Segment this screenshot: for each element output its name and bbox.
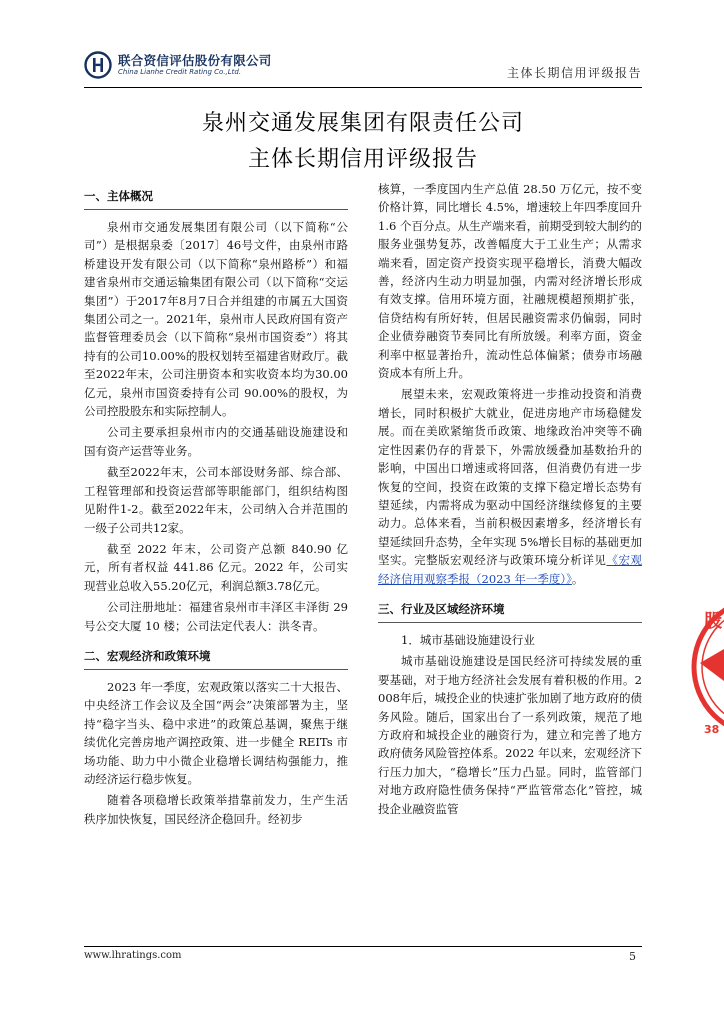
macro-paragraph-2-start: 随着各项稳增长政策举措靠前发力，生产生活秩序加快恢复，国民经济企稳回升。经初步 xyxy=(84,793,348,826)
macro-paragraph-3-end: 。 xyxy=(571,571,584,586)
section-heading-overview: 一、主体概况 xyxy=(84,187,348,210)
macro-report-link[interactable]: 《宏观经济信用观察季报（2023 年一季度）》 xyxy=(378,553,643,586)
page-header xyxy=(84,47,642,87)
subsection-heading-urban-infrastructure: 1．城市基础设施建设行业 xyxy=(401,632,535,647)
overview-paragraph-4: 截至 2022 年末，公司资产总额 840.90 亿元，所有者权益 441.86 亿元。2022 年，公司实现营业总收入55.20亿元，利润总额3.78亿元。 xyxy=(84,541,348,593)
overview-paragraph-3: 截至2022年末，公司本部设财务部、综合部、工程管理部和投资运营部等职能部门，组织结构图见附件1-2。截至2022年末，公司纳入合并范围的一级子公司共12家。 xyxy=(84,465,348,535)
overview-paragraph-1: 泉州市交通发展集团有限公司（以下简称“公司”）是根据泉委〔2017〕46号文件，由泉州市路桥建设开发有限公司（以下简称“泉州路桥”）和福建省泉州市交通运输集团有限公司（以下简称“交运集团”）于2017年8月7日合并组建的市属五大国资集团公司之一。2021年，泉州市人民政府国有资产监督管理委员会（以下简称“泉州市国资委”）将其持有的公司10.00%的股权划转至福建省财政厅。截至2022年末，公司注册资本和实收资本均为30.00亿元，泉州市国资委持有公司 90.00%的股权，为公司控股股东和实际控制人。 xyxy=(84,220,348,419)
left-column xyxy=(84,182,348,831)
svg-text:38: 38 xyxy=(704,723,720,736)
company-logo-name-cn: 联合资信评估股份有限公司 xyxy=(118,53,272,68)
macro-paragraph-3-text: 展望未来，宏观政策将进一步推动投资和消费增长，同时积极扩大就业，促进房地产市场稳健发展。而在美欧紧缩货币政策、地缘政治冲突等不确定性因素仍存的背景下，外需放缓叠加基数抬升的影响，中国出口增速或将回落，但消费仍有进一步恢复的空间，投资在政策的支撑下稳定增长态势有望延续，内需将成为驱动中国经济继续修复的主要动力。总体来看，当前积极因素增多，经济增长有望延续回升态势，全年实现 5%增长目标的基础更加坚实。完整版宏观经济与政策环境分析详见 xyxy=(378,387,642,568)
report-title-line2: 主体长期信用评级报告 xyxy=(247,147,478,172)
macro-paragraph-3 xyxy=(378,385,642,587)
header-divider xyxy=(84,87,642,88)
red-seal-stamp xyxy=(690,565,724,770)
lianhe-logo-icon xyxy=(84,51,112,79)
section-heading-industry: 三、行业及区域经济环境 xyxy=(378,600,642,623)
industry-paragraph-1: 城市基础设施建设是国民经济可持续发展的重要基础，对于地方经济社会发展有着积极的作用。2008年后，城投企业的快速扩张加剧了地方政府的债务风险。随后，国家出台了一系列政策，规范了地方政府和城投企业的融资行为，建立和完善了地方政府债务风险管控体系。2022 年以来，宏观经济下行压力加大，“稳增长”压力凸显。同时，监管部门对地方政府隐性债务保持“严监管常态化”管控，城投企业融资监管 xyxy=(378,654,642,816)
macro-paragraph-1: 2023 年一季度，宏观政策以落实二十大报告、中央经济工作会议及全国“两会”决策部署为主，坚持“稳字当头、稳中求进”的政策总基调，聚焦于继续优化完善房地产调控政策、进一步健全 REITs 市场功能、助力中小微企业稳增长调结构强能力，推动经济运行稳步恢复。 xyxy=(84,679,348,786)
report-title-line1: 泉州交通发展集团有限责任公司 xyxy=(201,111,524,136)
right-column xyxy=(378,180,642,821)
header-report-type: 主体长期信用评级报告 xyxy=(506,66,642,80)
macro-paragraph-2-continued: 核算，一季度国内生产总值 28.50 万亿元，按不变价格计算，同比增长 4.5%，增速较上年四季度回升 1.6 个百分点。从生产端来看，前期受到较大制约的服务业强势复苏，改善幅度大于工业生产；从需求端来看，固定资产投资实现平稳增长，消费大幅改善，经济内生动力明显加强，内需对经济增长形成有效支撑。信用环境方面，社融规模超预期扩张，信贷结构有所好转，但居民融资需求仍偏弱，同时企业债券融资节奏同比有所放缓。利率方面，资金利率中枢显著抬升，流动性总体偏紧；债券市场融资成本有所上升。 xyxy=(378,182,642,381)
section-heading-macro: 二、宏观经济和政策环境 xyxy=(84,647,348,670)
footer-divider xyxy=(84,946,642,947)
page-number: 5 xyxy=(629,950,636,963)
overview-paragraph-2: 公司主要承担泉州市内的交通基础设施建设和国有资产运营等业务。 xyxy=(84,425,348,458)
footer-website: www.lhratings.com xyxy=(84,950,182,961)
svg-text:股: 股 xyxy=(704,611,722,632)
overview-paragraph-5: 公司注册地址：福建省泉州市丰泽区丰泽街 29 号公交大厦 10 楼；公司法定代表人：洪冬青。 xyxy=(84,600,348,633)
company-logo-name-en: China Lianhe Credit Rating Co.,Ltd. xyxy=(118,68,242,76)
